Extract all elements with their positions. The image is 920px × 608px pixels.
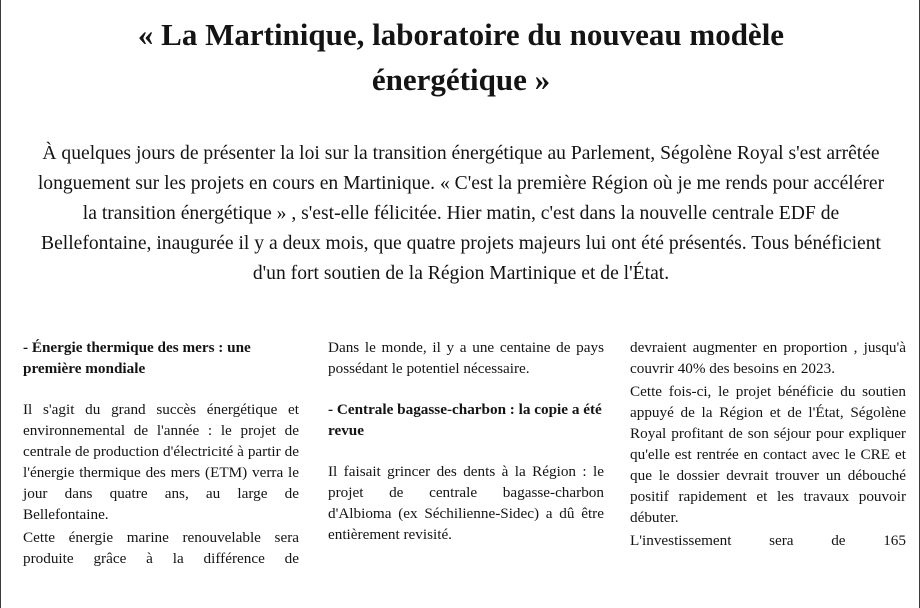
paragraph: Cette énergie marine renouvelable sera produite grâce à la différence de [23, 529, 299, 567]
column-3 [630, 337, 906, 551]
column-2 [328, 337, 604, 545]
article-lead: À quelques jours de présenter la loi sur la transition énergétique au Parlement, Ségolène Royal s'est arrêtée longuement sur les projets en cours en Martinique. « C'est la première Région où je me rends pour accélérer la transition énergétique » , s'est-elle félicitée. Hier matin, c'est dans la nouvelle centrale EDF de Bellefontaine, inaugurée il y a deux mois, que quatre projets majeurs lui ont été présentés. Tous bénéficient d'un fort soutien de la Région Martinique et de l'État. [37, 143, 885, 284]
section-heading-etm: - Énergie thermique des mers : une première mondiale [23, 339, 251, 377]
column-1 [23, 337, 299, 569]
article-title: « La Martinique, laboratoire du nouveau modèle énergétique » [137, 17, 785, 97]
paragraph: Il faisait grincer des dents à la Région : le projet de centrale bagasse-charbon d'Albioma (ex Séchilienne-Sidec) a dû être entièrement revisité. [328, 463, 604, 543]
paragraph: devraient augmenter en proportion , jusqu'à couvrir 40% des besoins en 2023. [630, 339, 906, 377]
paragraph: Il s'agit du grand succès énergétique et environnemental de l'année : le projet de centrale de production d'électricité à partir de l'énergie thermique des mers (ETM) verra le jour dans quatre ans, au large de Bellefontaine. [23, 401, 299, 523]
section-heading-bagasse: - Centrale bagasse-charbon : la copie a été revue [328, 401, 602, 439]
paragraph: Cette fois-ci, le projet bénéficie du soutien appuyé de la Région et de l'État, Ségolène Royal profitant de son séjour pour expliquer qu'elle est rentrée en contact avec le CRE et que le dossier devrait trouver un débouché positif rapidement et les travaux pouvoir débuter. [630, 383, 906, 526]
paragraph: L'investissement sera de 165 [630, 532, 906, 549]
paragraph: Dans le monde, il y a une centaine de pays possédant le potentiel nécessaire. [328, 339, 604, 377]
